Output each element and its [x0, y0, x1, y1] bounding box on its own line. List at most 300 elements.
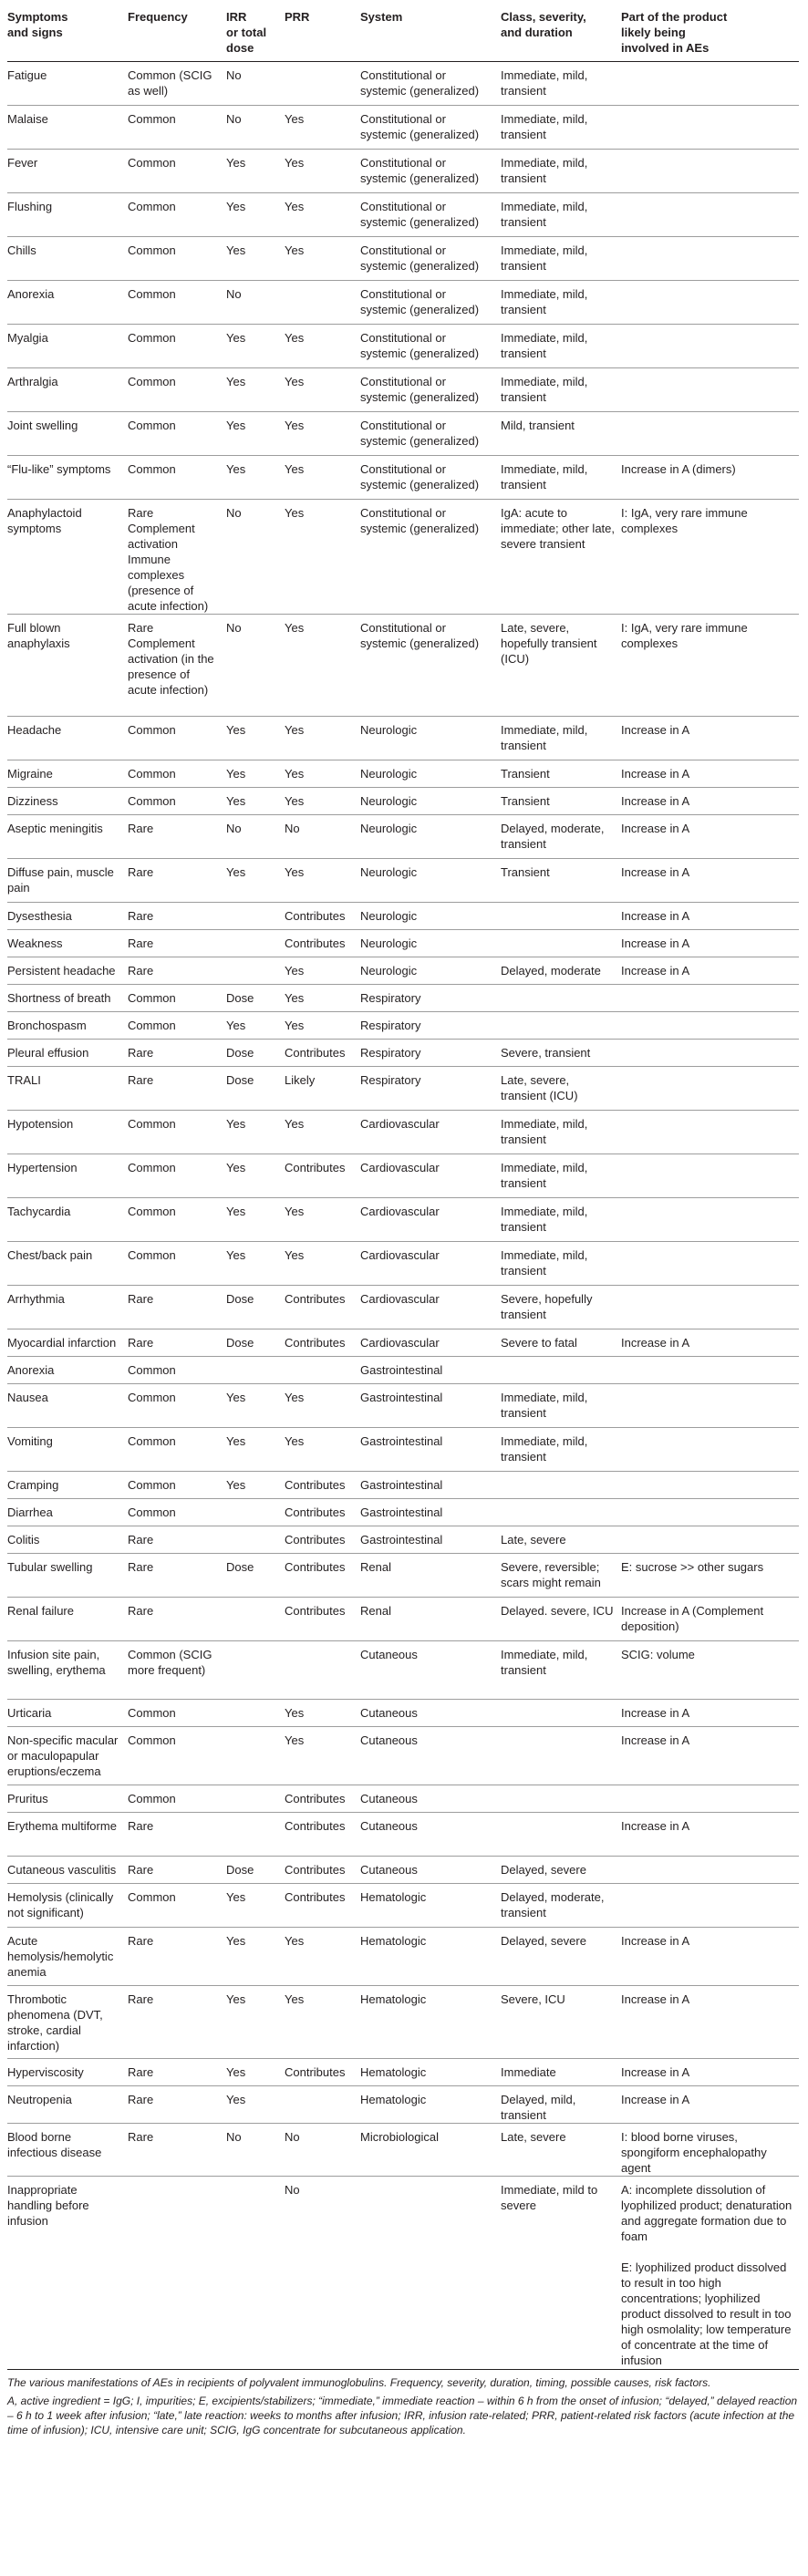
table-row — [7, 760, 799, 788]
system-cell: Gastrointestinal — [360, 1505, 443, 1519]
symptom-cell: Arthralgia — [7, 375, 58, 388]
table-row — [7, 1499, 799, 1526]
prr-cell: Yes — [285, 1205, 305, 1218]
prr-cell: Yes — [285, 1733, 305, 1747]
class-severity-cell: Immediate, mild, transient — [501, 287, 588, 316]
irr-cell: Yes — [226, 767, 246, 781]
prr-cell: Yes — [285, 1706, 305, 1720]
header-system: System — [360, 5, 501, 62]
symptom-cell: Chest/back pain — [7, 1248, 93, 1262]
class-severity-cell: Immediate, mild to severe — [501, 2183, 598, 2212]
prr-cell: Contributes — [285, 1560, 346, 1574]
symptom-cell: Acute hemolysis/hemolytic anemia — [7, 1934, 114, 1979]
class-severity-cell: Immediate, mild, transient — [501, 1161, 588, 1190]
class-severity-cell: IgA: acute to immediate; other late, severe transient — [501, 506, 616, 551]
system-cell: Neurologic — [360, 794, 418, 808]
prr-cell: No — [285, 822, 300, 835]
symptom-cell: Nausea — [7, 1391, 48, 1404]
prr-cell — [285, 1641, 360, 1700]
irr-cell — [226, 1641, 285, 1700]
irr-cell: Yes — [226, 419, 246, 432]
irr-cell: Yes — [226, 2093, 246, 2106]
irr-cell: Dose — [226, 1336, 254, 1350]
class-severity-cell: Immediate — [501, 2065, 556, 2079]
symptom-cell: Joint swelling — [7, 419, 78, 432]
table-row — [7, 1357, 799, 1384]
irr-cell: Yes — [226, 1934, 246, 1948]
frequency-cell: Rare — [128, 1292, 154, 1306]
product-part-cell — [621, 1067, 799, 1111]
irr-cell: No — [226, 68, 242, 82]
product-part-cell — [621, 1785, 799, 1813]
symptom-cell: Migraine — [7, 767, 53, 781]
prr-cell: Yes — [285, 243, 305, 257]
prr-cell: Contributes — [285, 1046, 346, 1060]
class-severity-cell: Immediate, mild, transient — [501, 1391, 588, 1420]
table-row — [7, 2086, 799, 2124]
system-cell: Cutaneous — [360, 1733, 418, 1747]
table-row — [7, 1928, 799, 1986]
irr-cell: Yes — [226, 375, 246, 388]
system-cell: Cardiovascular — [360, 1336, 440, 1350]
table-row — [7, 788, 799, 815]
frequency-cell: Rare — [128, 1046, 154, 1060]
product-part-cell — [621, 1242, 799, 1286]
table-row — [7, 456, 799, 500]
product-part-cell: Increase in A — [621, 1733, 690, 1747]
table-row — [7, 957, 799, 985]
irr-cell: No — [226, 287, 242, 301]
symptom-cell: Chills — [7, 243, 36, 257]
table-row — [7, 1198, 799, 1242]
irr-cell — [226, 1598, 285, 1641]
prr-cell: Contributes — [285, 1863, 346, 1877]
product-part-cell: I: IgA, very rare immune complexes — [621, 506, 748, 535]
frequency-cell: Rare — [128, 822, 154, 835]
frequency-cell: Common — [128, 1890, 176, 1904]
irr-cell — [226, 903, 285, 930]
system-cell: Constitutional or systemic (generalized) — [360, 375, 480, 404]
table-row — [7, 1785, 799, 1813]
class-severity-cell — [501, 1012, 621, 1040]
irr-cell — [226, 1813, 285, 1857]
irr-cell — [226, 1727, 285, 1785]
symptom-cell: Tachycardia — [7, 1205, 71, 1218]
system-cell: Renal — [360, 1604, 391, 1618]
table-row — [7, 325, 799, 368]
prr-cell: Yes — [285, 200, 305, 213]
class-severity-cell — [501, 903, 621, 930]
irr-cell — [226, 930, 285, 957]
symptom-cell: Anorexia — [7, 1363, 55, 1377]
table-row — [7, 106, 799, 150]
prr-cell: Contributes — [285, 1533, 346, 1547]
class-severity-cell: Severe, ICU — [501, 1992, 565, 2006]
table-row — [7, 930, 799, 957]
product-part-cell — [621, 412, 799, 456]
table-row — [7, 615, 799, 717]
prr-cell — [285, 2086, 360, 2124]
system-cell: Respiratory — [360, 1073, 421, 1087]
system-cell: Neurologic — [360, 723, 418, 737]
class-severity-cell — [501, 985, 621, 1012]
prr-cell — [285, 281, 360, 325]
symptom-cell: Dysesthesia — [7, 909, 72, 923]
irr-cell: Dose — [226, 1560, 254, 1574]
symptom-cell: Pleural effusion — [7, 1046, 89, 1060]
product-part-cell: Increase in A — [621, 1336, 690, 1350]
prr-cell: Yes — [285, 331, 305, 345]
header-class-severity: Class, severity, and duration — [501, 5, 621, 62]
class-severity-cell — [501, 1357, 621, 1384]
product-part-cell — [621, 1040, 799, 1067]
frequency-cell: Rare — [128, 1934, 154, 1948]
table-row — [7, 1329, 799, 1357]
frequency-cell: Common — [128, 1161, 176, 1174]
table-row — [7, 717, 799, 760]
symptom-cell: Fever — [7, 156, 38, 170]
symptom-cell: Non-specific macular or maculopapular eruptions/eczema — [7, 1733, 119, 1778]
system-cell: Gastrointestinal — [360, 1478, 443, 1492]
frequency-cell: Rare — [128, 1336, 154, 1350]
prr-cell: Contributes — [285, 1478, 346, 1492]
prr-cell: Yes — [285, 1117, 305, 1131]
symptom-cell: Myalgia — [7, 331, 48, 345]
prr-cell: Yes — [285, 865, 305, 879]
product-part-cell: Increase in A — [621, 2093, 690, 2106]
symptom-cell: Flushing — [7, 200, 53, 213]
header-row — [7, 5, 799, 62]
table-row — [7, 150, 799, 193]
table-row — [7, 859, 799, 903]
prr-cell: Yes — [285, 1434, 305, 1448]
frequency-cell: Common — [128, 112, 176, 126]
prr-cell: Contributes — [285, 2065, 346, 2079]
product-part-cell — [621, 62, 799, 106]
class-severity-cell: Immediate, mild, transient — [501, 331, 588, 360]
class-severity-cell: Late, severe, transient (ICU) — [501, 1073, 578, 1102]
product-part-cell: Increase in A — [621, 1819, 690, 1833]
frequency-cell: Common (SCIG more frequent) — [128, 1648, 212, 1677]
table-row — [7, 1857, 799, 1884]
product-part-cell: I: IgA, very rare immune complexes — [621, 621, 748, 650]
irr-cell: Yes — [226, 1890, 246, 1904]
system-cell: Constitutional or systemic (generalized) — [360, 506, 480, 535]
system-cell: Cutaneous — [360, 1792, 418, 1805]
irr-cell — [226, 1499, 285, 1526]
class-severity-cell: Immediate, mild, transient — [501, 723, 588, 752]
symptom-cell: Infusion site pain, swelling, erythema — [7, 1648, 106, 1677]
irr-cell — [226, 1357, 285, 1384]
table-row — [7, 1111, 799, 1154]
symptom-cell: Fatigue — [7, 68, 47, 82]
frequency-cell: Common — [128, 331, 176, 345]
product-part-cell — [621, 1884, 799, 1928]
class-severity-cell: Delayed, mild, transient — [501, 2093, 576, 2122]
frequency-cell: Rare — [128, 964, 154, 978]
prr-cell — [285, 62, 360, 106]
system-cell: Hematologic — [360, 2093, 427, 2106]
class-severity-cell: Immediate, mild, transient — [501, 1117, 588, 1146]
prr-cell: Yes — [285, 767, 305, 781]
table-row — [7, 1067, 799, 1111]
symptom-cell: Aseptic meningitis — [7, 822, 103, 835]
table-row — [7, 500, 799, 615]
irr-cell: No — [226, 822, 242, 835]
table-row — [7, 1526, 799, 1554]
class-severity-cell: Mild, transient — [501, 419, 575, 432]
class-severity-cell: Immediate, mild, transient — [501, 156, 588, 185]
system-cell: Cutaneous — [360, 1819, 418, 1833]
frequency-cell: Common — [128, 1205, 176, 1218]
table-row — [7, 1727, 799, 1785]
product-part-cell — [621, 106, 799, 150]
product-part-cell: Increase in A — [621, 909, 690, 923]
product-part-cell: I: blood borne viruses, spongiform encephalopathy agent — [621, 2130, 767, 2175]
system-cell: Neurologic — [360, 865, 418, 879]
irr-cell: Dose — [226, 1073, 254, 1087]
header-frequency: Frequency — [128, 5, 226, 62]
table-row — [7, 2124, 799, 2177]
system-cell: Constitutional or systemic (generalized) — [360, 287, 480, 316]
product-part-cell — [621, 281, 799, 325]
frequency-cell: Common — [128, 1434, 176, 1448]
table-row — [7, 2177, 799, 2370]
class-severity-cell: Immediate, mild, transient — [501, 112, 588, 141]
system-cell: Constitutional or systemic (generalized) — [360, 200, 480, 229]
irr-cell: Dose — [226, 1046, 254, 1060]
product-part-cell — [621, 1857, 799, 1884]
class-severity-cell: Delayed, severe — [501, 1934, 586, 1948]
irr-cell: No — [226, 506, 242, 520]
class-severity-cell: Transient — [501, 794, 550, 808]
system-cell: Constitutional or systemic (generalized) — [360, 621, 480, 650]
symptom-cell: Inappropriate handling before infusion — [7, 2183, 89, 2228]
adverse-events-table — [7, 5, 799, 2370]
prr-cell: Yes — [285, 964, 305, 978]
table-row — [7, 2059, 799, 2086]
irr-cell: Yes — [226, 723, 246, 737]
product-part-cell — [621, 1384, 799, 1428]
symptom-cell: Dizziness — [7, 794, 58, 808]
irr-cell — [226, 1785, 285, 1813]
table-row — [7, 1384, 799, 1428]
symptom-cell: Pruritus — [7, 1792, 48, 1805]
system-cell: Cutaneous — [360, 1706, 418, 1720]
symptom-cell: Hemolysis (clinically not significant) — [7, 1890, 114, 1919]
symptom-cell: Diffuse pain, muscle pain — [7, 865, 114, 895]
system-cell: Constitutional or systemic (generalized) — [360, 462, 480, 491]
product-part-cell: Increase in A (dimers) — [621, 462, 736, 476]
irr-cell: Yes — [226, 1161, 246, 1174]
header-symptoms: Symptoms and signs — [7, 5, 128, 62]
irr-cell: Yes — [226, 1019, 246, 1032]
prr-cell: Contributes — [285, 1792, 346, 1805]
system-cell: Respiratory — [360, 1046, 421, 1060]
irr-cell: Yes — [226, 2065, 246, 2079]
system-cell: Cardiovascular — [360, 1248, 440, 1262]
prr-cell: Yes — [285, 1934, 305, 1948]
frequency-cell: Rare — [128, 936, 154, 950]
symptom-cell: Neutropenia — [7, 2093, 72, 2106]
prr-cell: Contributes — [285, 909, 346, 923]
prr-cell: Yes — [285, 991, 305, 1005]
system-cell: Gastrointestinal — [360, 1434, 443, 1448]
header-prr: PRR — [285, 5, 360, 62]
table-body — [7, 62, 799, 2370]
header-product-part: Part of the product likely being involved in AEs — [621, 5, 799, 62]
abbreviations-note: A, active ingredient = IgG; I, impurities; E, excipients/stabilizers; “immediate,” immediate reaction – within 6 h from the onset of infusion; “delayed,” delayed reaction – 6 h to 1 week after infusion; “late,” late reaction: weeks to months after infusion; IRR, infusion rate-related; PRR, patient-related risk factors (acute infection at the time of infusion); ICU, intensive care unit; SCIG, IgG concentrate for subcutaneous application. — [7, 2395, 798, 2436]
prr-cell: No — [285, 2183, 300, 2197]
class-severity-cell: Delayed, moderate — [501, 964, 601, 978]
class-severity-cell: Transient — [501, 865, 550, 879]
class-severity-cell: Severe, reversible; scars might remain — [501, 1560, 601, 1589]
irr-cell: Yes — [226, 1248, 246, 1262]
class-severity-cell: Transient — [501, 767, 550, 781]
class-severity-cell: Immediate, mild, transient — [501, 462, 588, 491]
class-severity-cell: Late, severe, hopefully transient (ICU) — [501, 621, 597, 666]
product-part-cell: SCIG: volume — [621, 1648, 695, 1661]
prr-cell: Contributes — [285, 1161, 346, 1174]
product-part-cell — [621, 1428, 799, 1472]
prr-cell: Likely — [285, 1073, 316, 1087]
symptom-cell: Hypertension — [7, 1161, 78, 1174]
frequency-cell: Rare — [128, 1604, 154, 1618]
system-cell: Cutaneous — [360, 1648, 418, 1661]
symptom-cell: Blood borne infectious disease — [7, 2130, 102, 2159]
frequency-cell: Common — [128, 1706, 176, 1720]
class-severity-cell: Severe, transient — [501, 1046, 591, 1060]
class-severity-cell — [501, 1472, 621, 1499]
product-part-cell — [621, 1472, 799, 1499]
irr-cell: Yes — [226, 1205, 246, 1218]
table-row — [7, 412, 799, 456]
irr-cell: Yes — [226, 1391, 246, 1404]
irr-cell — [226, 957, 285, 985]
frequency-cell: Common — [128, 723, 176, 737]
product-part-cell — [621, 1499, 799, 1526]
product-part-cell — [621, 325, 799, 368]
class-severity-cell: Immediate, mild, transient — [501, 243, 588, 273]
prr-cell: Yes — [285, 621, 305, 635]
product-part-cell — [621, 985, 799, 1012]
irr-cell: Yes — [226, 200, 246, 213]
class-severity-cell: Late, severe — [501, 1533, 566, 1547]
symptom-cell: TRALI — [7, 1073, 41, 1087]
prr-cell: Yes — [285, 1992, 305, 2006]
table-row — [7, 985, 799, 1012]
symptom-cell: Thrombotic phenomena (DVT, stroke, cardial infarction) — [7, 1992, 103, 2053]
table-row — [7, 1700, 799, 1727]
product-part-cell — [621, 1286, 799, 1329]
product-part-cell: Increase in A — [621, 723, 690, 737]
product-part-cell — [621, 1111, 799, 1154]
irr-cell: No — [226, 112, 242, 126]
system-cell: Cardiovascular — [360, 1292, 440, 1306]
product-part-cell — [621, 1198, 799, 1242]
class-severity-cell: Immediate, mild, transient — [501, 375, 588, 404]
prr-cell: Yes — [285, 112, 305, 126]
irr-cell: No — [226, 621, 242, 635]
frequency-cell: Rare — [128, 1992, 154, 2006]
product-part-cell: Increase in A (Complement deposition) — [621, 1604, 764, 1633]
symptom-cell: Vomiting — [7, 1434, 53, 1448]
system-cell: Neurologic — [360, 964, 418, 978]
prr-cell: Yes — [285, 375, 305, 388]
prr-cell: Contributes — [285, 1604, 346, 1618]
system-cell: Microbiological — [360, 2130, 439, 2144]
product-part-cell: Increase in A — [621, 822, 690, 835]
symptom-cell: Bronchospasm — [7, 1019, 87, 1032]
symptom-cell: Colitis — [7, 1533, 40, 1547]
header-irr: IRR or total dose — [226, 5, 285, 62]
class-severity-cell: Immediate, mild, transient — [501, 200, 588, 229]
irr-cell: Yes — [226, 462, 246, 476]
class-severity-cell: Severe to fatal — [501, 1336, 577, 1350]
irr-cell: Dose — [226, 1863, 254, 1877]
table-row — [7, 1040, 799, 1067]
table-row — [7, 1286, 799, 1329]
class-severity-cell: Late, severe — [501, 2130, 566, 2144]
table-row — [7, 1012, 799, 1040]
table-row — [7, 62, 799, 106]
product-part-cell — [621, 150, 799, 193]
frequency-cell: Common — [128, 1478, 176, 1492]
system-cell: Renal — [360, 1560, 391, 1574]
frequency-cell: Rare — [128, 909, 154, 923]
symptom-cell: Anorexia — [7, 287, 55, 301]
system-cell: Gastrointestinal — [360, 1363, 443, 1377]
frequency-cell: Common — [128, 1363, 176, 1377]
frequency-cell: Common — [128, 1019, 176, 1032]
table-row — [7, 1428, 799, 1472]
irr-cell: Yes — [226, 243, 246, 257]
symptom-cell: Hypotension — [7, 1117, 74, 1131]
prr-cell: Yes — [285, 794, 305, 808]
product-part-cell — [621, 368, 799, 412]
table-row — [7, 1813, 799, 1857]
symptom-cell: Anaphylactoid symptoms — [7, 506, 82, 535]
prr-cell: Yes — [285, 419, 305, 432]
product-part-cell — [621, 237, 799, 281]
irr-cell: No — [226, 2130, 242, 2144]
table-row — [7, 281, 799, 325]
irr-cell: Yes — [226, 156, 246, 170]
class-severity-cell — [501, 930, 621, 957]
product-part-cell: Increase in A — [621, 1934, 690, 1948]
table-row — [7, 1472, 799, 1499]
symptom-cell: Myocardial infarction — [7, 1336, 117, 1350]
frequency-cell: Rare — [128, 1073, 154, 1087]
frequency-cell: Rare Complement activation (in the presence of acute infection) — [128, 621, 214, 697]
symptom-cell: Diarrhea — [7, 1505, 53, 1519]
system-cell: Cardiovascular — [360, 1117, 440, 1131]
frequency-cell: Rare — [128, 1533, 154, 1547]
class-severity-cell: Delayed, moderate, transient — [501, 822, 605, 851]
symptom-cell: Persistent headache — [7, 964, 116, 978]
irr-cell: Yes — [226, 1117, 246, 1131]
system-cell: Respiratory — [360, 991, 421, 1005]
product-part-cell: Increase in A — [621, 865, 690, 879]
symptom-cell: Cramping — [7, 1478, 59, 1492]
class-severity-cell — [501, 1813, 621, 1857]
table-row — [7, 1884, 799, 1928]
frequency-cell: Rare — [128, 1863, 154, 1877]
irr-cell: Yes — [226, 794, 246, 808]
class-severity-cell: Delayed, severe — [501, 1863, 586, 1877]
frequency-cell: Rare — [128, 1819, 154, 1833]
prr-cell: Yes — [285, 1391, 305, 1404]
